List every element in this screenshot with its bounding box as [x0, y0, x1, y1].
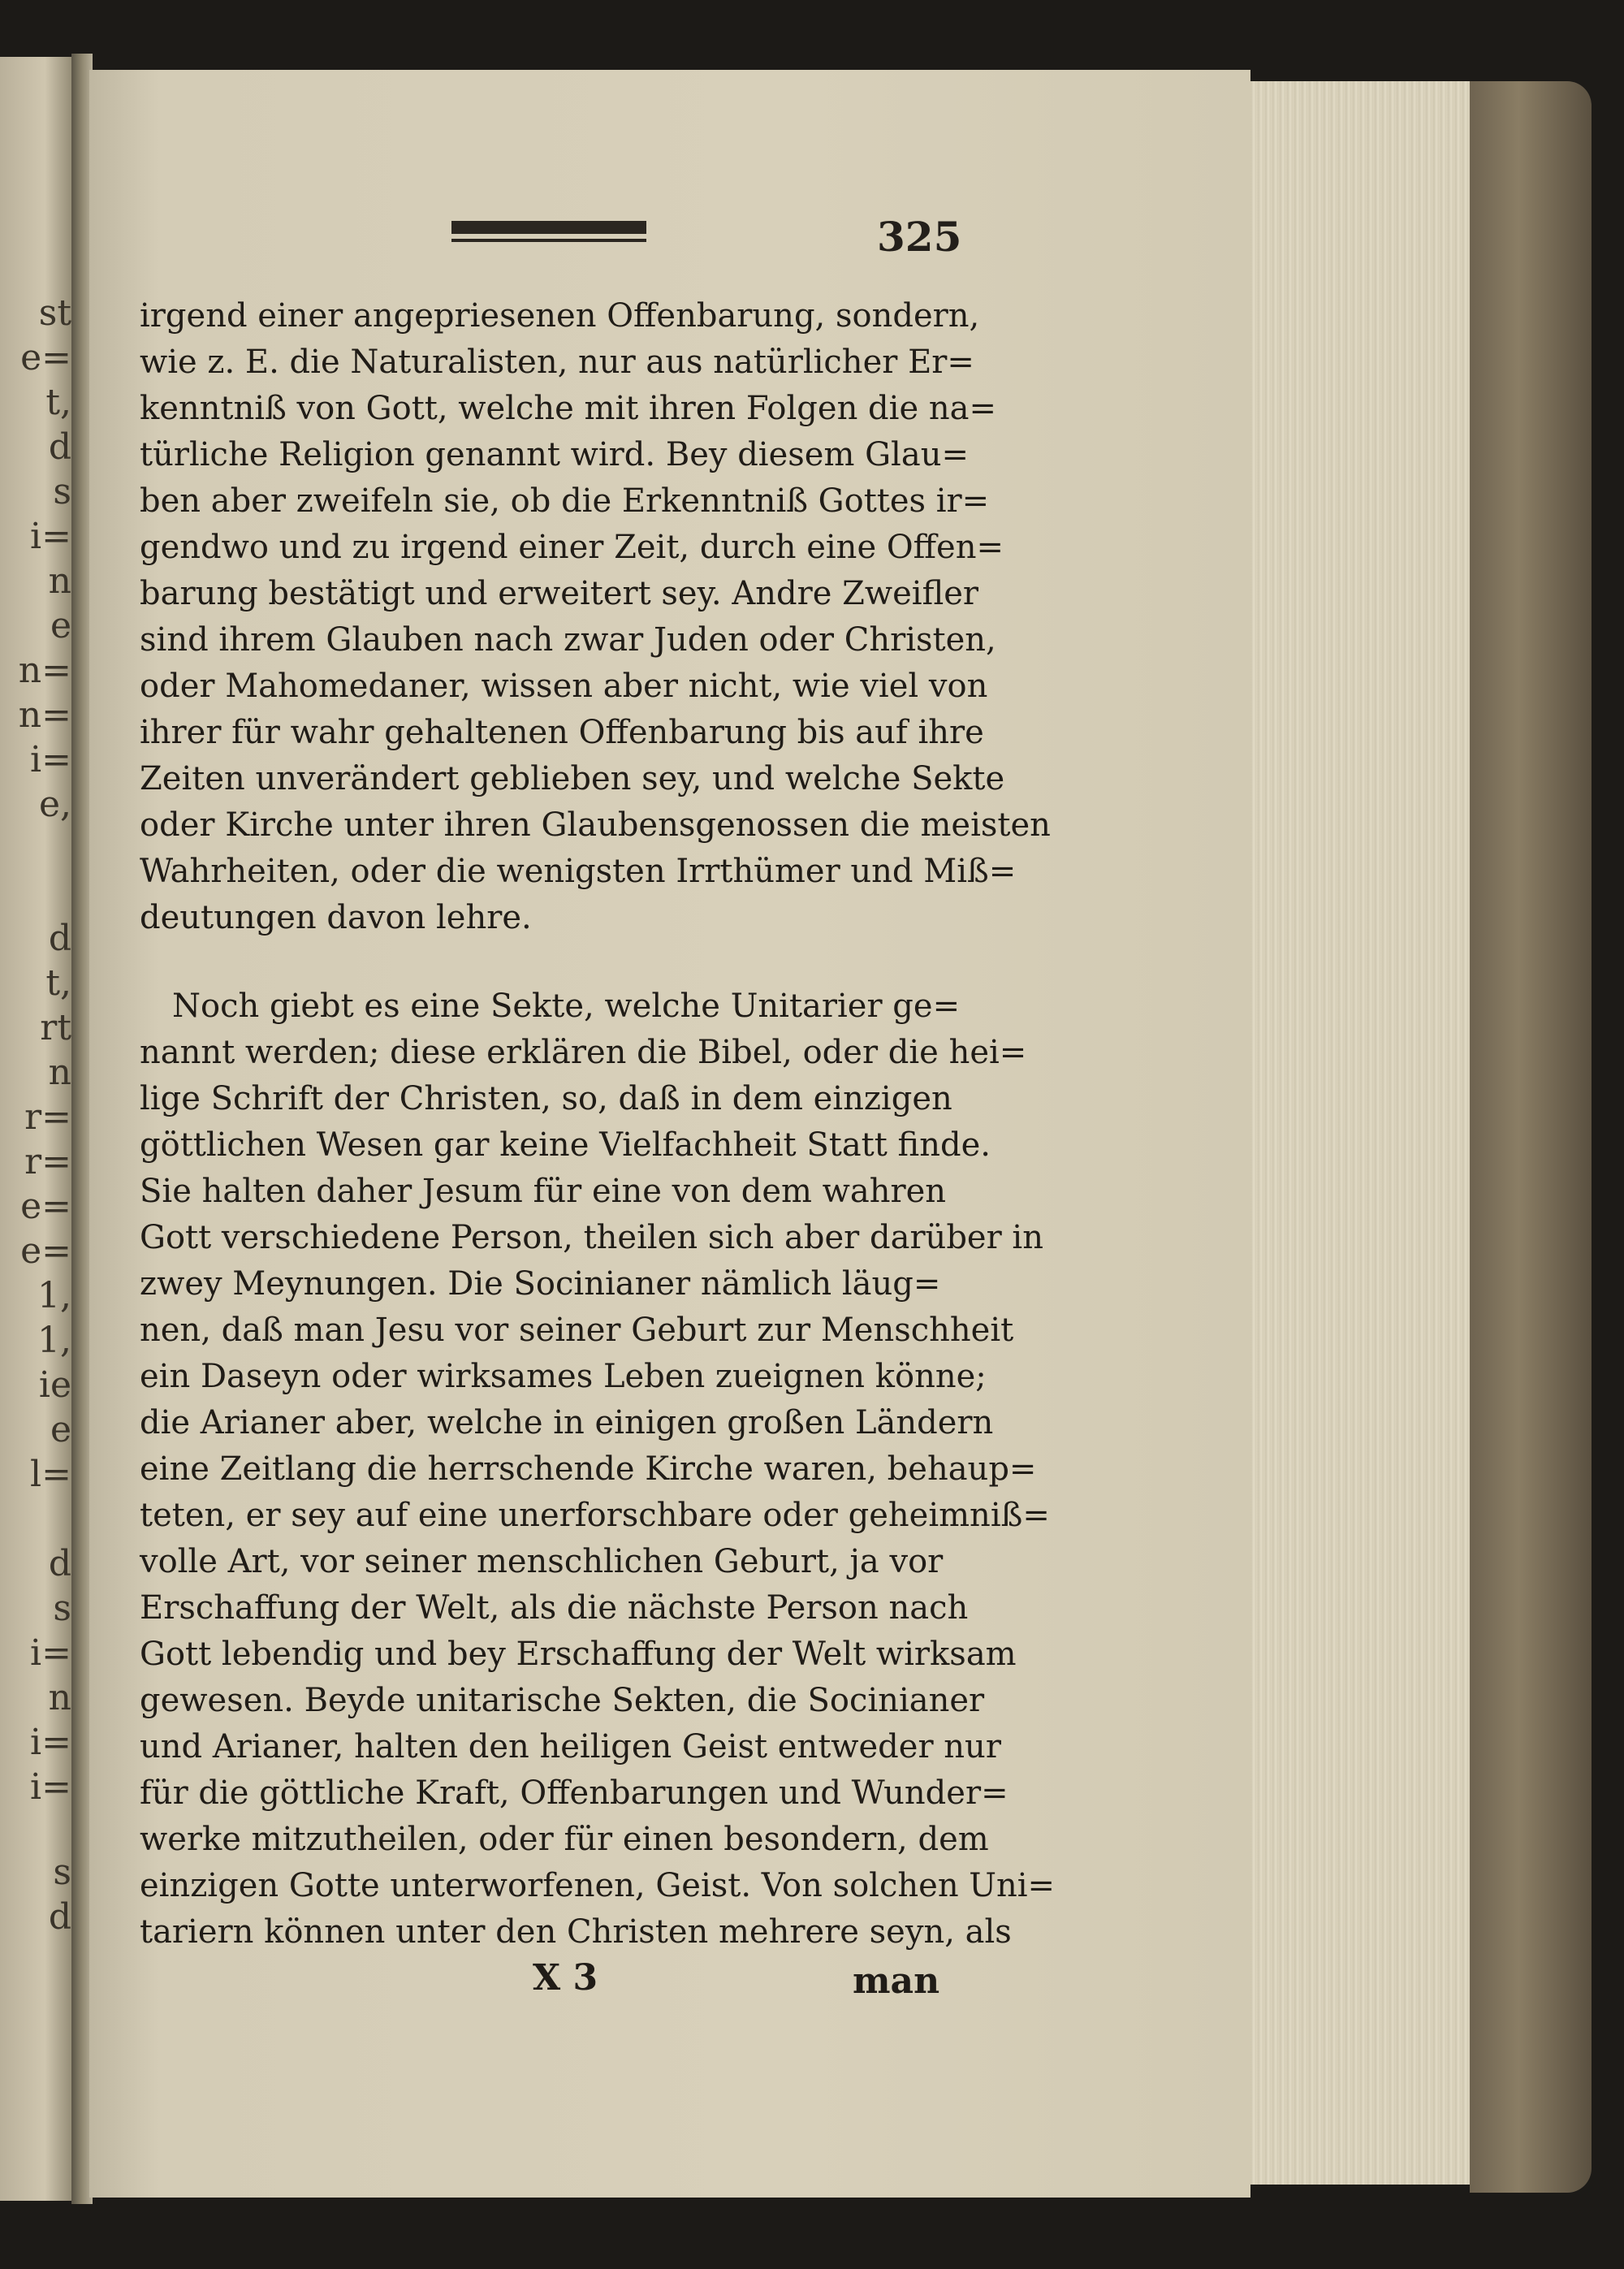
left-fragment: e=: [20, 1186, 71, 1227]
left-fragment: r=: [24, 1096, 71, 1138]
left-page-edge: [0, 57, 75, 2201]
left-fragment: s: [53, 1852, 71, 1893]
left-fragment: n: [48, 1677, 71, 1718]
left-fragment: i=: [30, 739, 71, 780]
text-line: irgend einer angepriesenen Offenbarung, sondern,: [140, 297, 980, 335]
left-fragment: e: [50, 605, 71, 646]
left-fragment: r=: [24, 1141, 71, 1182]
left-fragment: n: [48, 1052, 71, 1093]
text-line: sind ihrem Glauben nach zwar Juden oder Christen,: [140, 621, 996, 659]
left-fragment: s: [53, 1588, 71, 1629]
left-fragment: n: [48, 560, 71, 602]
book-cover: [1470, 81, 1592, 2193]
header-rule: [451, 221, 646, 234]
text-line: nannt werden; diese erklären die Bibel, oder die hei=: [140, 1034, 1027, 1071]
text-line: volle Art, vor seiner menschlichen Geburt, ja vor: [140, 1543, 944, 1580]
left-fragment: e=: [20, 1230, 71, 1272]
left-fragment: t,: [45, 382, 71, 423]
left-fragment: n=: [18, 650, 71, 691]
text-line: türliche Religion genannt wird. Bey diesem Glau=: [140, 436, 969, 473]
text-line: und Arianer, halten den heiligen Geist entweder nur: [140, 1728, 1001, 1765]
text-line: teten, er sey auf eine unerforschbare oder geheimniß=: [140, 1497, 1050, 1534]
text-line: eine Zeitlang die herrschende Kirche waren, behaup=: [140, 1450, 1037, 1488]
catchword: man: [853, 1960, 940, 2002]
text-line: wie z. E. die Naturalisten, nur aus natürlicher Er=: [140, 344, 974, 381]
text-line: gewesen. Beyde unitarische Sekten, die Socinianer: [140, 1682, 985, 1719]
text-line: werke mitzutheilen, oder für einen besondern, dem: [140, 1821, 989, 1858]
left-fragment: rt: [40, 1007, 71, 1048]
text-line: nen, daß man Jesu vor seiner Geburt zur Menschheit: [140, 1312, 1014, 1349]
text-line: tariern können unter den Christen mehrere seyn, als: [140, 1913, 1012, 1951]
text-line: deutungen davon lehre.: [140, 899, 532, 936]
left-fragment: l=: [30, 1454, 71, 1495]
text-line: Gott verschiedene Person, theilen sich aber darüber in: [140, 1219, 1043, 1256]
left-fragment: i=: [30, 1722, 71, 1763]
text-line: Noch giebt es eine Sekte, welche Unitarier ge=: [172, 988, 961, 1025]
left-fragment: d: [48, 426, 71, 468]
text-line: lige Schrift der Christen, so, daß in dem einzigen: [140, 1080, 952, 1117]
text-line: Erschaffung der Welt, als die nächste Person nach: [140, 1589, 969, 1627]
text-line: Sie halten daher Jesum für eine von dem wahren: [140, 1173, 947, 1210]
left-fragment: e: [50, 1409, 71, 1450]
text-line: Gott lebendig und bey Erschaffung der Welt wirksam: [140, 1636, 1017, 1673]
left-fragment: s: [53, 471, 71, 512]
left-fragment: 1,: [37, 1275, 71, 1316]
text-line: ein Daseyn oder wirksames Leben zueignen könne;: [140, 1358, 987, 1395]
text-line: oder Kirche unter ihren Glaubensgenossen die meisten: [140, 806, 1051, 844]
text-line: Wahrheiten, oder die wenigsten Irrthümer und Miß=: [140, 853, 1017, 890]
left-fragment: i=: [30, 516, 71, 557]
page-number: 325: [877, 213, 962, 261]
text-line: göttlichen Wesen gar keine Vielfachheit Statt finde.: [140, 1126, 991, 1164]
left-fragment: e,: [38, 784, 71, 825]
text-line: gendwo und zu irgend einer Zeit, durch eine Offen=: [140, 529, 1004, 566]
text-line: ben aber zweifeln sie, ob die Erkenntniß Gottes ir=: [140, 482, 990, 520]
text-line: für die göttliche Kraft, Offenbarungen und Wunder=: [140, 1774, 1009, 1812]
left-fragment: n=: [18, 694, 71, 736]
left-fragment: d: [48, 1896, 71, 1938]
left-fragment: i=: [30, 1766, 71, 1808]
left-fragment: st: [38, 292, 71, 334]
left-fragment: i=: [30, 1632, 71, 1674]
text-line: einzigen Gotte unterworfenen, Geist. Von solchen Uni=: [140, 1867, 1056, 1904]
text-line: zwey Meynungen. Die Socinianer nämlich läug=: [140, 1265, 941, 1303]
signature-mark: X 3: [533, 1957, 598, 1999]
text-line: kenntniß von Gott, welche mit ihren Folgen die na=: [140, 390, 996, 427]
left-fragment: e=: [20, 337, 71, 378]
text-line: die Arianer aber, welche in einigen großen Ländern: [140, 1404, 994, 1441]
text-line: ihrer für wahr gehaltenen Offenbarung bis auf ihre: [140, 714, 984, 751]
text-line: oder Mahomedaner, wissen aber nicht, wie viel von: [140, 668, 988, 705]
page-edges: [1234, 81, 1494, 2185]
left-fragment: 1,: [37, 1320, 71, 1361]
left-fragment: d: [48, 918, 71, 959]
text-line: Zeiten unverändert geblieben sey, und welche Sekte: [140, 760, 1005, 797]
left-fragment: d: [48, 1543, 71, 1584]
left-fragment: ie: [38, 1364, 71, 1406]
left-fragment: t,: [45, 962, 71, 1004]
text-line: barung bestätigt und erweitert sey. Andre Zweifler: [140, 575, 979, 612]
